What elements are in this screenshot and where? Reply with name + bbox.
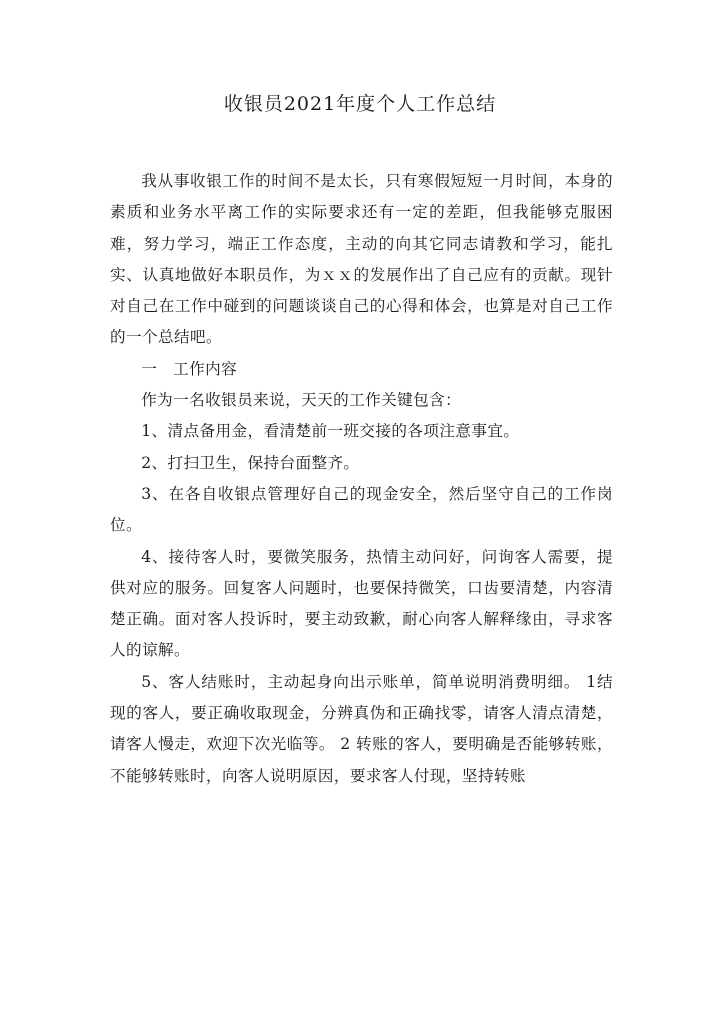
section-heading-work-content: 一 工作内容	[141, 359, 238, 378]
list-item-1: 1、清点备用金，看清楚前一班交接的各项注意事宜。	[141, 422, 520, 441]
list-item-5: 5、客人结账时，主动起身向出示账单，简单说明消费明细。 1结现的客人，要正确收取现金，分辨真伪和正确找零，请客人清点清楚，请客人慢走，欢迎下次光临等。 2 转账的客人，要明确是否能够转账，不能够转账时，向客人说明原因，要求客人付现，坚持转账	[110, 672, 613, 785]
paragraph-daily-duties: 作为一名收银员来说，天天的工作关键包含：	[141, 391, 462, 410]
list-item-4: 4、接待客人时，要微笑服务，热情主动问好，问询客人需要，提供对应的服务。回复客人问题时，也要保持微笑，口齿要清楚，内容清楚正确。面对客人投诉时，要主动致歉，耐心向客人解释缘由，寻求客人的谅解。	[110, 547, 613, 660]
document-body	[110, 166, 613, 792]
list-item-2: 2、打扫卫生，保持台面整齐。	[141, 453, 360, 472]
paragraph-intro: 我从事收银工作的时间不是太长，只有寒假短短一月时间，本身的素质和业务水平离工作的实际要求还有一定的差距，但我能够克服困难，努力学习，端正工作态度，主动的向其它同志请教和学习，能扎实、认真地做好本职员作，为ｘｘ的发展作出了自己应有的贡献。现针对自己在工作中碰到的问题谈谈自己的心得和体会，也算是对自己工作的一个总结吧。	[110, 172, 613, 347]
document-title: 收银员2021年度个人工作总结	[223, 93, 497, 115]
list-item-3: 3、在各自收银点管理好自己的现金安全，然后坚守自己的工作岗位。	[110, 484, 613, 535]
